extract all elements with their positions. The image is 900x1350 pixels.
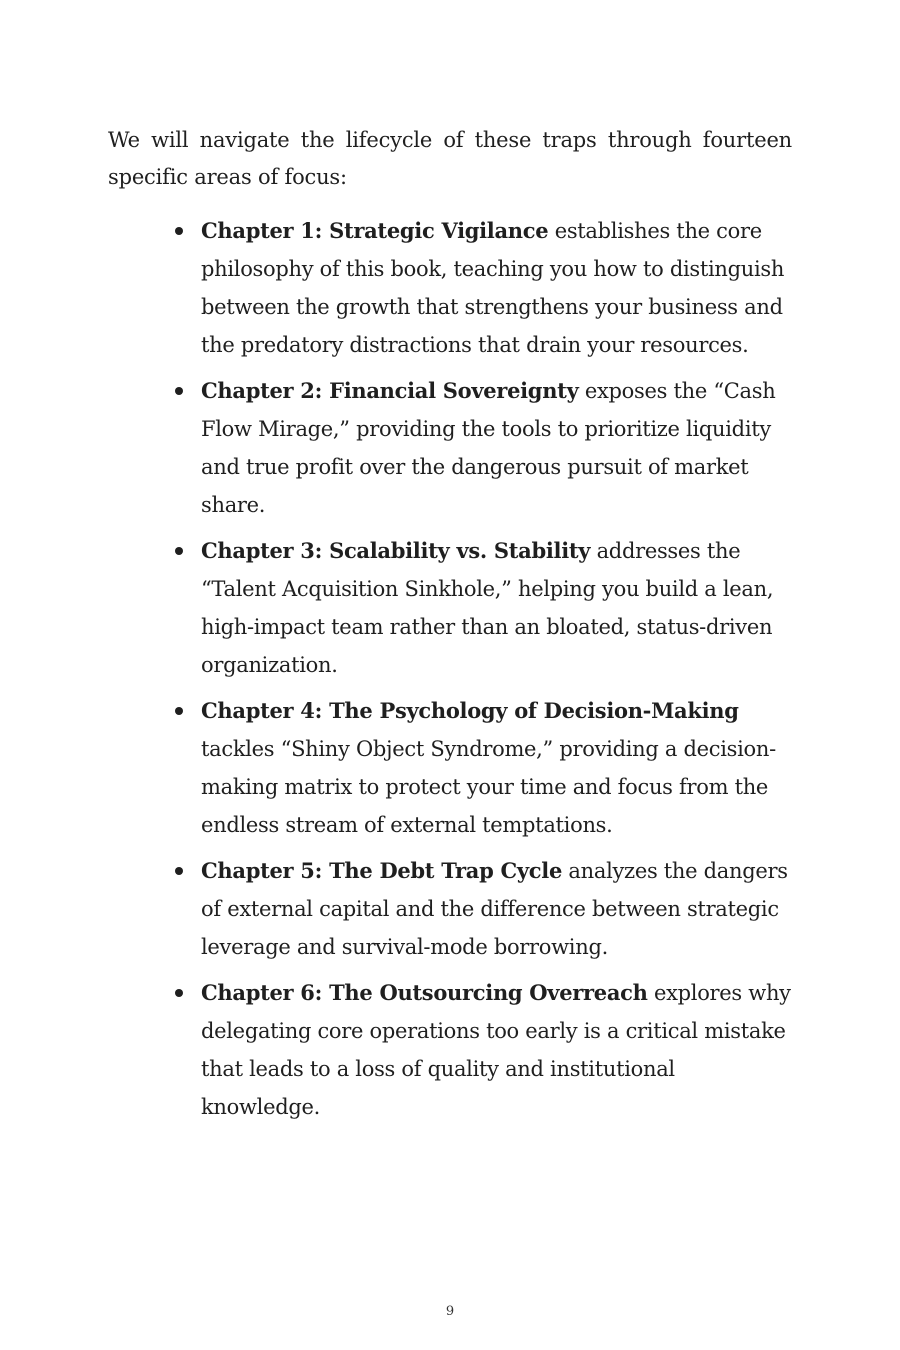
list-item <box>175 692 795 844</box>
bullet-icon <box>175 387 183 395</box>
list-item <box>175 372 795 524</box>
page-number: 9 <box>445 1304 455 1319</box>
list-item <box>175 212 795 364</box>
intro-paragraph: We will navigate the lifecycle of these traps through fourteen specific areas of focus: <box>108 128 792 189</box>
chapter-title: Chapter 1: Strategic Vigilance <box>201 218 549 243</box>
bullet-icon <box>175 227 183 235</box>
bullet-icon <box>175 547 183 555</box>
list-item <box>175 974 795 1126</box>
list-item <box>175 532 795 684</box>
chapter-description: addresses the “Talent Acquisition Sinkhole,” helping you build a lean, high-impact team rather than an bloated, status-driven organization. <box>201 539 774 677</box>
chapter-description: analyzes the dangers of external capital and the difference between strategic leverage and survival-mode borrowing. <box>201 859 788 959</box>
chapter-title: Chapter 5: The Debt Trap Cycle <box>201 858 563 883</box>
chapter-title: Chapter 6: The Outsourcing Overreach <box>201 980 648 1005</box>
bullet-icon <box>175 989 183 997</box>
list-item <box>175 852 795 966</box>
chapter-description: tackles “Shiny Object Syndrome,” providing a decision-making matrix to protect your time and focus from the endless stream of external temptations. <box>201 737 776 837</box>
chapter-list <box>175 212 795 1134</box>
bullet-icon <box>175 867 183 875</box>
chapter-title: Chapter 2: Financial Sovereignty <box>201 378 579 403</box>
chapter-title: Chapter 3: Scalability vs. Stability <box>201 538 591 563</box>
bullet-icon <box>175 707 183 715</box>
chapter-description: establishes the core philosophy of this book, teaching you how to distinguish between the growth that strengthens your business and the predatory distractions that drain your resources. <box>201 219 785 357</box>
chapter-description: explores why delegating core operations too early is a critical mistake that leads to a loss of quality and institutional knowledge. <box>201 981 791 1119</box>
chapter-description: exposes the “Cash Flow Mirage,” providing the tools to prioritize liquidity and true profit over the dangerous pursuit of market share. <box>201 379 776 517</box>
chapter-title: Chapter 4: The Psychology of Decision-Making <box>201 698 739 723</box>
